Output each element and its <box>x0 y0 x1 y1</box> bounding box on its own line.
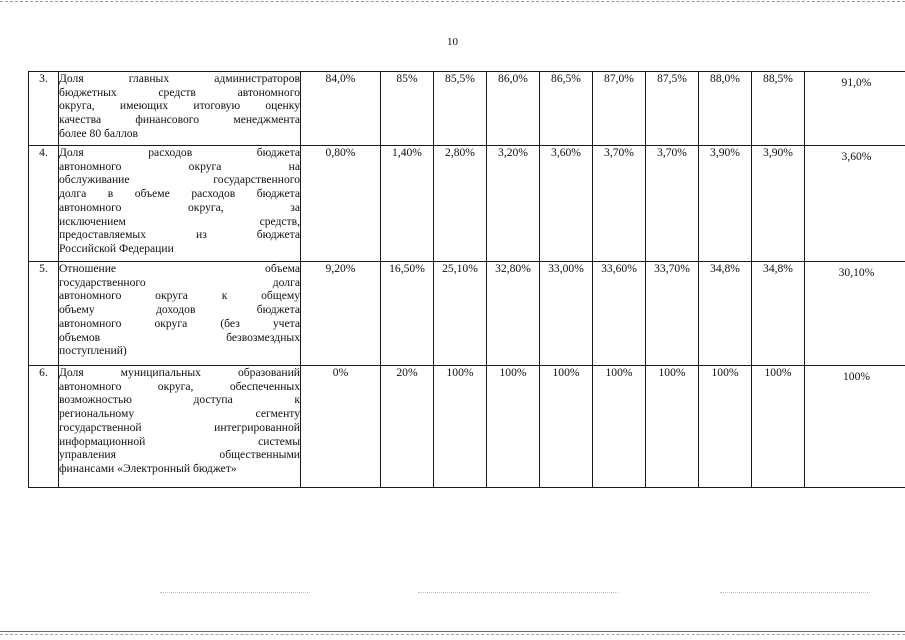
year-value-cell: 87,5% <box>646 72 699 146</box>
description-line: более 80 баллов <box>59 126 138 140</box>
year-value-cell: 84,0% <box>301 72 381 146</box>
bottom-border-line-dashed <box>0 634 905 635</box>
year-value-cell: 88,5% <box>752 72 805 146</box>
year-value-cell: 3,70% <box>593 146 646 262</box>
year-value-cell: 25,10% <box>434 262 487 366</box>
description-line: долга в объеме расходов бюджета <box>59 187 300 201</box>
description-line: автономного округа на <box>59 159 300 173</box>
description-line: управления общественными <box>59 448 300 462</box>
target-value-cell: 30,10% <box>805 262 905 366</box>
target-value-cell: 100% <box>805 366 905 488</box>
page-number: 10 <box>447 36 458 48</box>
table-row <box>29 72 905 146</box>
year-value-cell: 0,80% <box>301 146 381 262</box>
year-value-cell: 33,60% <box>593 262 646 366</box>
target-value-cell: 91,0% <box>805 72 905 146</box>
year-value-cell: 0% <box>301 366 381 488</box>
row-number: 6. <box>29 366 59 488</box>
description-line: Российской Федерации <box>59 241 174 255</box>
description-line: Отношение объема <box>59 262 300 275</box>
description-line: автономного округа, за <box>59 200 300 214</box>
description-line: качества финансового менеджмента <box>59 113 300 127</box>
year-value-cell: 32,80% <box>487 262 540 366</box>
top-border-line <box>0 1 905 2</box>
year-value-cell: 86,5% <box>540 72 593 146</box>
indicator-description <box>59 366 301 488</box>
target-value-cell: 3,60% <box>805 146 905 262</box>
year-value-cell: 85,5% <box>434 72 487 146</box>
indicator-description <box>59 262 301 366</box>
year-value-cell: 3,90% <box>699 146 752 262</box>
year-value-cell: 34,8% <box>699 262 752 366</box>
year-value-cell: 87,0% <box>593 72 646 146</box>
year-value-cell: 33,00% <box>540 262 593 366</box>
year-value-cell: 33,70% <box>646 262 699 366</box>
description-line: обслуживание государственного <box>59 173 300 187</box>
year-value-cell: 100% <box>540 366 593 488</box>
year-value-cell: 20% <box>381 366 434 488</box>
year-value-cell: 100% <box>646 366 699 488</box>
description-line: автономного округа, обеспеченных <box>59 379 300 393</box>
description-line: автономного округа к общему <box>59 289 300 303</box>
table-row <box>29 146 905 262</box>
footer-dotted-line-1 <box>160 592 310 593</box>
year-value-cell: 34,8% <box>752 262 805 366</box>
year-value-cell: 86,0% <box>487 72 540 146</box>
indicator-description <box>59 146 301 262</box>
footer-dotted-line-2 <box>418 592 618 593</box>
year-value-cell: 100% <box>699 366 752 488</box>
row-number: 5. <box>29 262 59 366</box>
description-line: возможностью доступа к <box>59 393 300 407</box>
year-value-cell: 100% <box>487 366 540 488</box>
indicators-table <box>28 71 905 488</box>
description-line: Доля расходов бюджета <box>59 146 300 159</box>
description-line: региональному сегменту <box>59 407 300 421</box>
description-line: автономного округа (без учета <box>59 316 300 330</box>
description-line: государственного долга <box>59 275 300 289</box>
year-value-cell: 85% <box>381 72 434 146</box>
year-value-cell: 1,40% <box>381 146 434 262</box>
table-row <box>29 262 905 366</box>
description-line: объему доходов бюджета <box>59 303 300 317</box>
table-row <box>29 366 905 488</box>
description-line: объемов безвозмездных <box>59 330 300 344</box>
year-value-cell: 9,20% <box>301 262 381 366</box>
description-line: информационной системы <box>59 434 300 448</box>
row-number: 3. <box>29 72 59 146</box>
year-value-cell: 100% <box>593 366 646 488</box>
bottom-border-line <box>0 631 905 632</box>
year-value-cell: 88,0% <box>699 72 752 146</box>
year-value-cell: 16,50% <box>381 262 434 366</box>
footer-dotted-line-3 <box>720 592 870 593</box>
description-line: Доля муниципальных образований <box>59 366 300 379</box>
description-line: предоставляемых из бюджета <box>59 228 300 242</box>
description-line: государственной интегрированной <box>59 420 300 434</box>
description-line: округа, имеющих итоговую оценку <box>59 99 300 113</box>
description-line: финансами «Электронный бюджет» <box>59 461 237 475</box>
year-value-cell: 3,20% <box>487 146 540 262</box>
year-value-cell: 3,60% <box>540 146 593 262</box>
description-line: поступлений) <box>59 344 127 358</box>
year-value-cell: 100% <box>752 366 805 488</box>
row-number: 4. <box>29 146 59 262</box>
year-value-cell: 100% <box>434 366 487 488</box>
description-line: исключением средств, <box>59 214 300 228</box>
year-value-cell: 3,90% <box>752 146 805 262</box>
description-line: бюджетных средств автономного <box>59 85 300 99</box>
description-line: Доля главных администраторов <box>59 72 300 85</box>
year-value-cell: 3,70% <box>646 146 699 262</box>
year-value-cell: 2,80% <box>434 146 487 262</box>
indicator-description <box>59 72 301 146</box>
